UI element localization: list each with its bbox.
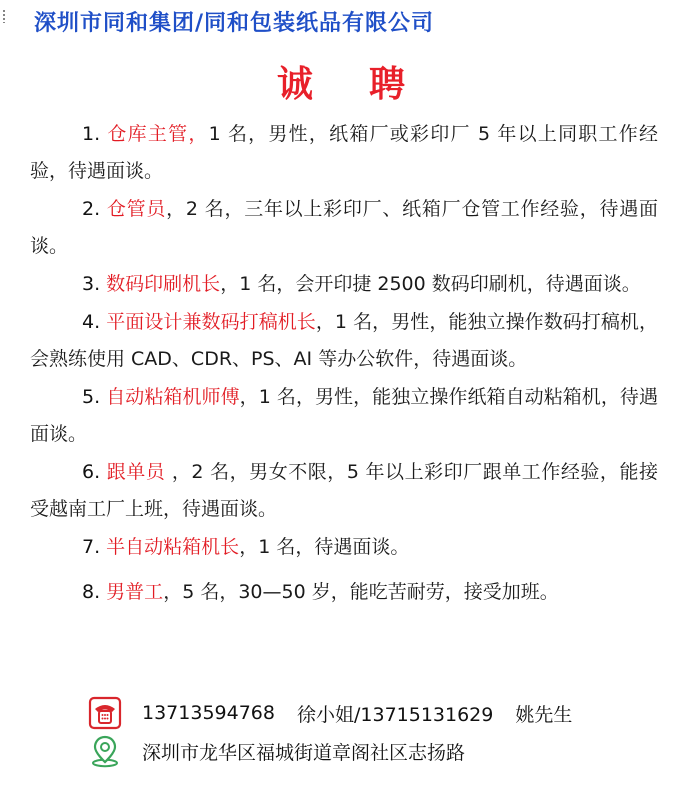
contact-block — [88, 694, 668, 770]
job-item — [30, 454, 658, 528]
phone-icon — [88, 696, 122, 730]
job-number: 2. — [82, 198, 107, 220]
location-pin-icon — [88, 734, 122, 768]
job-item — [30, 379, 658, 453]
job-number: 7. — [82, 536, 107, 558]
job-number: 8. — [82, 581, 107, 603]
job-number: 5. — [82, 386, 107, 408]
job-description: ，2 名，男女不限，5 年以上彩印厂跟单工作经验，能接受越南工厂上班，待遇面谈。 — [30, 461, 658, 520]
job-title: 仓管员 — [106, 198, 167, 220]
job-number: 3. — [82, 273, 107, 295]
job-item — [30, 574, 658, 611]
phone-number-1: 13713594768 — [142, 702, 275, 724]
contact-phone-row — [88, 694, 668, 732]
job-description: 1 名，男性，纸箱厂或彩印厂 5 年以上同职工作经验，待遇面谈。 — [30, 123, 658, 182]
job-description: ，5 名，30—50 岁，能吃苦耐劳，接受加班。 — [163, 581, 559, 603]
job-description: ，1 名，男性，能独立操作数码打稿机，会熟练使用 CAD、CDR、PS、AI 等办公软件，待遇面谈。 — [30, 311, 658, 370]
job-title: 数码印刷机长 — [106, 273, 221, 295]
job-list — [30, 116, 658, 612]
drag-handle[interactable] — [2, 9, 6, 23]
job-item — [30, 266, 658, 303]
address-text: 深圳市龙华区福城街道章阁社区志扬路 — [142, 741, 466, 764]
company-name: 深圳市同和集团/同和包装纸品有限公司 — [34, 11, 435, 36]
job-title: 男普工 — [106, 581, 164, 603]
job-number: 4. — [82, 311, 107, 333]
job-description: ，1 名，会开印捷 2500 数码印刷机，待遇面谈。 — [220, 273, 641, 295]
job-description: ，1 名，待遇面谈。 — [239, 536, 410, 558]
job-title: 跟单员 — [106, 461, 166, 483]
job-item — [30, 191, 658, 265]
contact-person-2: 徐小姐/13715131629 — [296, 703, 494, 726]
job-description: ，2 名，三年以上彩印厂、纸箱厂仓管工作经验，待遇面谈。 — [30, 198, 658, 257]
job-item — [30, 529, 658, 566]
job-title: 半自动粘箱机长 — [106, 536, 240, 558]
job-number: 6. — [82, 461, 107, 483]
job-number: 1. — [82, 123, 108, 145]
headline-char-1: 诚 — [276, 64, 315, 105]
job-item — [30, 116, 658, 190]
job-title: 自动粘箱机师傅 — [106, 386, 240, 408]
contact-person-3: 姚先生 — [515, 703, 573, 726]
recruitment-headline — [0, 56, 684, 107]
job-title: 仓库主管， — [107, 123, 209, 145]
job-item — [30, 304, 658, 378]
headline-char-2: 聘 — [369, 64, 408, 105]
job-title: 平面设计兼数码打稿机长 — [106, 311, 316, 333]
contact-address-row — [88, 732, 668, 770]
job-description: ，1 名，男性，能独立操作纸箱自动粘箱机，待遇面谈。 — [30, 386, 658, 445]
